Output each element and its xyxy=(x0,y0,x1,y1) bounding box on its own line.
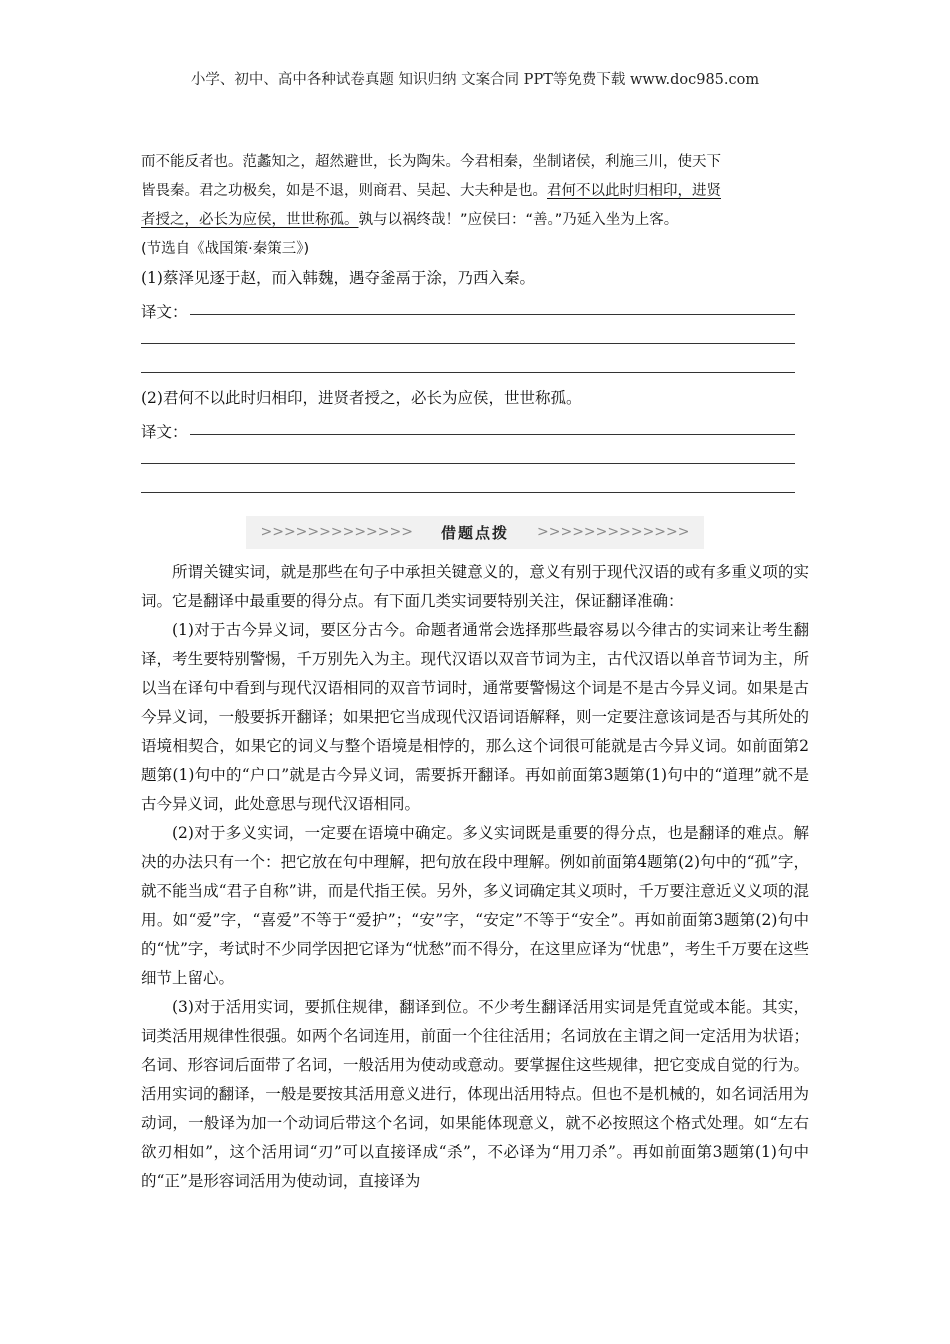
answer-label: 译文： xyxy=(141,423,188,441)
banner-arrows-right: >>>>>>>>>>>>> xyxy=(537,524,690,540)
passage-line xyxy=(141,206,809,235)
tips-section xyxy=(141,558,809,1196)
passage xyxy=(141,148,809,264)
tips-paragraph: (2)对于多义实词，一定要在语境中确定。多义实词既是重要的得分点，也是翻译的难点。解决的办法只有一个：把它放在句中理解，把句放在段中理解。例如前面第4题第(2)句中的“孤”字，就不能当成“君子自称”讲，而是代指王侯。另外，多义词确定其义项时，千万要注意近义义项的混用。如“爱”字，“喜爱”不等于“爱护”；“安”字，“安定”不等于“安全”。再如前面第3题第(2)句中的“忧”字，考试时不少同学因把它译为“忧愁”而不得分，在这里应译为“忧患”，考生千万要在这些细节上留心。 xyxy=(141,824,809,987)
passage-source: (节选自《战国策·秦策三》) xyxy=(141,241,310,257)
banner-box xyxy=(246,516,703,549)
underlined-sentence: 君何不以此时归相印，进贤 xyxy=(547,183,721,199)
tips-paragraph: (1)对于古今异义词，要区分古今。命题者通常会选择那些最容易以今律古的实词来让考生翻译，考生要特别警惕，千万别先入为主。现代汉语以双音节词为主，古代汉语以单音节词为主，所以当在译句中看到与现代汉语相同的双音节词时，通常要警惕这个词是不是古今异义词。如果是古今异义词，一般要拆开翻译；如果把它当成现代汉语词语解释，则一定要注意该词是否与其所处的语境相契合，如果它的词义与整个语境是相悖的，那么这个词很可能就是古今异义词。如前面第2题第(1)句中的“户口”就是古今异义词，需要拆开翻译。再如前面第3题第(1)句中的“道理”就不是古今异义词，此处意思与现代汉语相同。 xyxy=(141,621,809,813)
answer-blank[interactable] xyxy=(141,435,795,464)
passage-text: 孰与以祸终哉！”应侯曰：“善。”乃延入坐为上客。 xyxy=(358,212,679,228)
answer-label: 译文： xyxy=(141,303,188,321)
answer-blank[interactable] xyxy=(141,315,795,344)
banner-title: 借题点拨 xyxy=(440,523,509,542)
tips-paragraph: (3)对于活用实词，要抓住规律，翻译到位。不少考生翻译活用实词是凭直觉或本能。其实，词类活用规律性很强。如两个名词连用，前面一个往往活用；名词放在主谓之间一定活用为状语；名词、形容词后面带了名词，一般活用为使动或意动。要掌握住这些规律，把它变成自觉的行为。活用实词的翻译，一般是要按其活用意义进行，体现出活用特点。但也不是机械的，如名词活用为动词，一般译为加一个动词后带这个名词，如果能体现意义，就不必按照这个格式处理。如“左右欲刃相如”，这个活用词“刃”可以直接译成“杀”，不必译为“用刀杀”。再如前面第3题第(1)句中的“正”是形容词活用为使动词，直接译为 xyxy=(141,998,809,1190)
answer-blank[interactable] xyxy=(141,464,795,493)
answer-blank[interactable] xyxy=(141,344,795,373)
passage-text: 皆畏秦。君之功极矣，如是不退，则商君、吴起、大夫种是也。 xyxy=(141,183,547,199)
document-body xyxy=(141,148,809,1196)
underlined-sentence: 者授之，必长为应侯，世世称孤。 xyxy=(141,212,359,228)
page-header: 小学、初中、高中各种试卷真题 知识归纳 文案合同 PPT等免费下载 www.doc985.com xyxy=(190,72,760,88)
passage-line: 而不能反者也。范蠡知之，超然避世，长为陶朱。今君相秦，坐制诸侯，利施三川，使天下 xyxy=(141,154,721,170)
passage-line xyxy=(141,177,809,206)
tips-intro: 所谓关键实词，就是那些在句子中承担关键意义的，意义有别于现代汉语的或有多重义项的实词。它是翻译中最重要的得分点。有下面几类实词要特别关注，保证翻译准确： xyxy=(141,563,809,610)
banner-arrows-left: >>>>>>>>>>>>> xyxy=(260,524,413,540)
question-1 xyxy=(141,264,809,380)
question-text: (1)蔡泽见逐于赵，而入韩魏，遇夺釜鬲于涂，乃西入秦。 xyxy=(141,269,535,287)
question-text: (2)君何不以此时归相印，进贤者授之，必长为应侯，世世称孤。 xyxy=(141,389,582,407)
question-2 xyxy=(141,384,809,500)
section-banner xyxy=(141,514,809,550)
